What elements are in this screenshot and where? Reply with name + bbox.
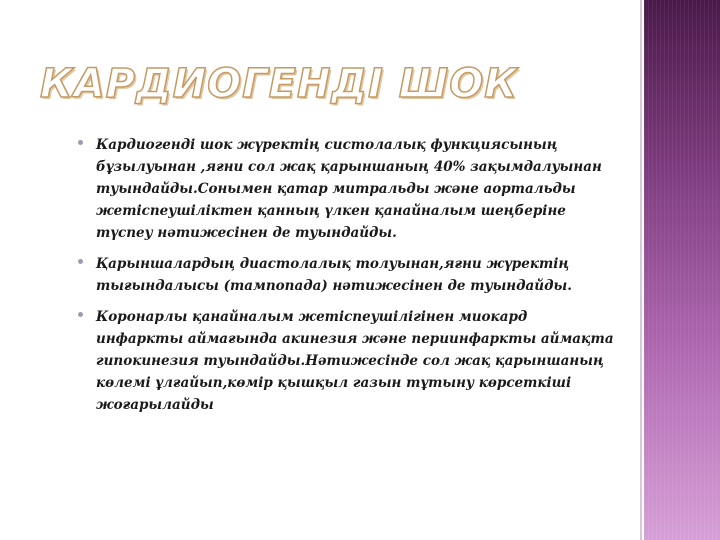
side-divider-line bbox=[640, 0, 642, 540]
bullet-text: Қарыншалардың диастолалық толуынан,яғни жүректің тығындалысы (тампопада) нәтижесінен де туындайды. bbox=[96, 256, 572, 294]
decorative-side-panel bbox=[644, 0, 720, 540]
bullet-list bbox=[74, 134, 614, 425]
bullet-dot-icon bbox=[78, 312, 83, 317]
bullet-dot-icon bbox=[78, 259, 83, 264]
bullet-item bbox=[74, 134, 614, 244]
bullet-text: Кардиогенді шок жүректің систолалық функциясының бұзылуынан ,яғни сол жақ қарыншаның 40% зақымдалуынан туындайды.Сонымен қатар митральды және аортальды жетіспеушіліктен қанның үлкен қанайналым шеңберіне түспеу нәтижесінен де туындайды. bbox=[96, 137, 602, 241]
bullet-item bbox=[74, 253, 614, 297]
slide-title: КАРДИОГЕНДІ ШОК bbox=[40, 61, 518, 107]
bullet-item bbox=[74, 306, 614, 416]
bullet-dot-icon bbox=[78, 140, 83, 145]
bullet-text: Коронарлы қанайналым жетіспеушілігінен миокард инфаркты аймағында акинезия және периинфаркты аймақта гипокинезия туындайды.Нәтижесінде сол жақ қарыншаның көлемі ұлғайып,көмір қышқыл газын тұтыну көрсеткіші жоғарылайды bbox=[96, 309, 614, 413]
